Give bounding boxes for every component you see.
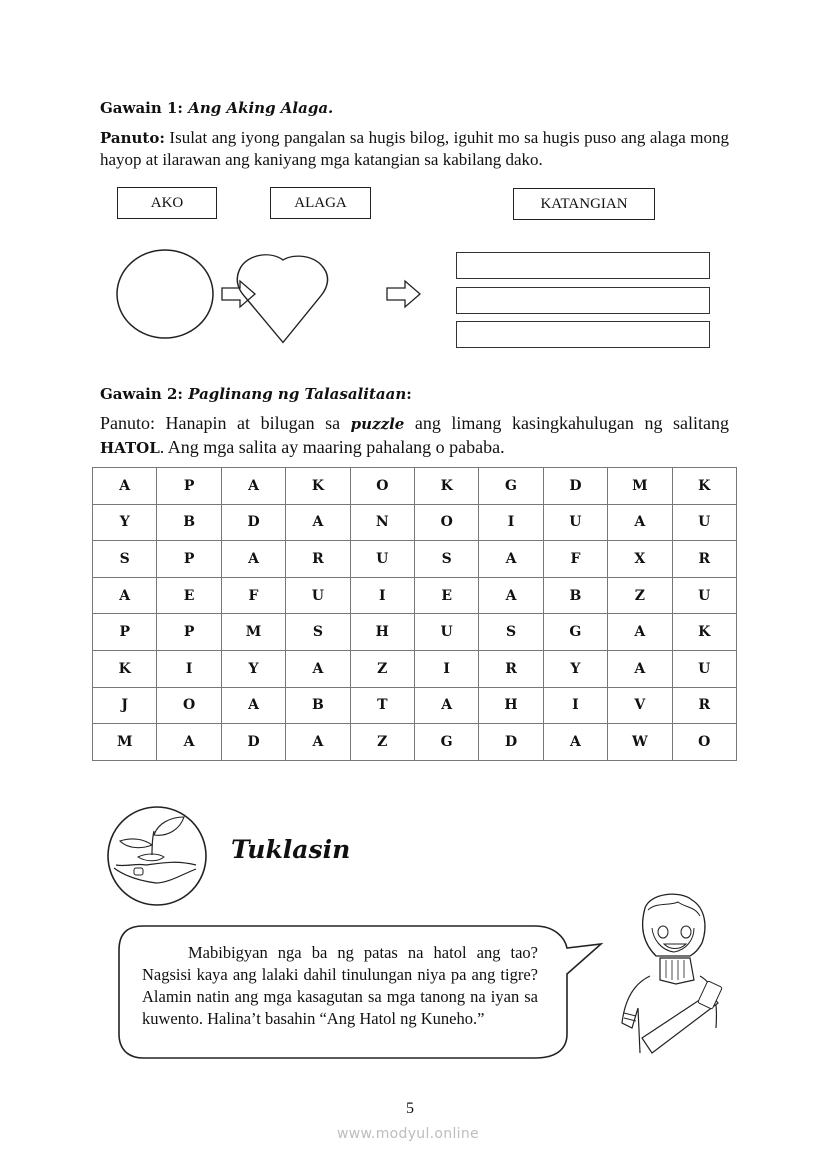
puzzle-cell[interactable]: U xyxy=(414,614,478,651)
arrow-right-icon xyxy=(387,281,420,307)
puzzle-cell[interactable]: Z xyxy=(350,724,414,761)
puzzle-cell[interactable]: M xyxy=(608,468,672,505)
gawain1-heading xyxy=(100,99,333,117)
puzzle-cell[interactable]: X xyxy=(608,541,672,578)
puzzle-cell[interactable]: R xyxy=(286,541,350,578)
puzzle-cell[interactable]: S xyxy=(93,541,157,578)
boy-character-illustration xyxy=(590,888,740,1058)
puzzle-cell[interactable]: U xyxy=(286,577,350,614)
puzzle-cell[interactable]: U xyxy=(672,577,736,614)
gawain2-heading-prefix: Gawain 2: xyxy=(100,385,189,403)
puzzle-cell[interactable]: F xyxy=(543,541,607,578)
puzzle-row xyxy=(93,650,737,687)
puzzle-cell[interactable]: A xyxy=(479,577,543,614)
puzzle-cell[interactable]: A xyxy=(608,650,672,687)
label-alaga xyxy=(270,187,371,219)
hand-holding-sprout-icon xyxy=(106,805,208,907)
puzzle-cell[interactable]: A xyxy=(286,504,350,541)
puzzle-cell[interactable]: K xyxy=(672,468,736,505)
puzzle-row xyxy=(93,504,737,541)
watermark: www.modyul.online xyxy=(337,1126,479,1142)
puzzle-cell[interactable]: R xyxy=(672,687,736,724)
puzzle-cell[interactable]: Y xyxy=(543,650,607,687)
puzzle-cell[interactable]: R xyxy=(479,650,543,687)
puzzle-cell[interactable]: V xyxy=(608,687,672,724)
puzzle-cell[interactable]: D xyxy=(221,724,285,761)
tuklasin-title: Tuklasin xyxy=(231,835,351,864)
puzzle-cell[interactable]: Z xyxy=(350,650,414,687)
puzzle-cell[interactable]: A xyxy=(93,577,157,614)
puzzle-cell[interactable]: G xyxy=(414,724,478,761)
puzzle-cell[interactable]: M xyxy=(93,724,157,761)
gawain2-heading-title: Paglinang ng Talasalitaan xyxy=(188,385,407,403)
puzzle-cell[interactable]: U xyxy=(350,541,414,578)
puzzle-cell[interactable]: A xyxy=(479,541,543,578)
label-ako xyxy=(117,187,217,219)
puzzle-cell[interactable]: Z xyxy=(608,577,672,614)
puzzle-cell[interactable]: Y xyxy=(93,504,157,541)
label-alaga-text: ALAGA xyxy=(294,194,347,211)
puzzle-cell[interactable]: I xyxy=(350,577,414,614)
puzzle-cell[interactable]: A xyxy=(286,724,350,761)
puzzle-cell[interactable]: W xyxy=(608,724,672,761)
puzzle-cell[interactable]: A xyxy=(286,650,350,687)
gawain1-heading-title: Ang Aking Alaga. xyxy=(188,99,334,117)
instruction-text: Isulat ang iyong pangalan sa hugis bilog, iguhit mo sa hugis puso ang alaga mong hayop at ilarawan ang kaniyang mga katangian sa kabilang dako. xyxy=(100,128,729,169)
puzzle-row xyxy=(93,614,737,651)
puzzle-cell[interactable]: O xyxy=(672,724,736,761)
puzzle-cell[interactable]: A xyxy=(221,687,285,724)
puzzle-cell[interactable]: M xyxy=(221,614,285,651)
puzzle-cell[interactable]: P xyxy=(157,614,221,651)
puzzle-cell[interactable]: D xyxy=(479,724,543,761)
puzzle-row xyxy=(93,541,737,578)
label-ako-text: AKO xyxy=(150,194,184,211)
instruction-label: Panuto: xyxy=(100,129,165,147)
puzzle-cell[interactable]: S xyxy=(286,614,350,651)
puzzle-cell[interactable]: N xyxy=(350,504,414,541)
puzzle-cell[interactable]: F xyxy=(221,577,285,614)
puzzle-cell[interactable]: E xyxy=(414,577,478,614)
puzzle-cell[interactable]: O xyxy=(157,687,221,724)
puzzle-cell[interactable]: P xyxy=(157,541,221,578)
heart-shape xyxy=(237,255,327,343)
instruction-part2: ang limang kasingkahulugan ng salitang xyxy=(404,413,729,433)
puzzle-cell[interactable]: K xyxy=(672,614,736,651)
puzzle-row xyxy=(93,468,737,505)
puzzle-cell[interactable]: A xyxy=(221,541,285,578)
puzzle-cell[interactable]: T xyxy=(350,687,414,724)
page-number: 5 xyxy=(406,1100,414,1117)
label-katangian xyxy=(513,188,655,220)
instruction-emph: puzzle xyxy=(350,415,405,433)
puzzle-row xyxy=(93,724,737,761)
puzzle-cell[interactable]: E xyxy=(157,577,221,614)
puzzle-cell[interactable]: I xyxy=(543,687,607,724)
instruction-part3: . Ang mga salita ay maaring pahalang o pababa. xyxy=(159,437,505,457)
puzzle-cell[interactable]: S xyxy=(414,541,478,578)
puzzle-cell[interactable]: K xyxy=(286,468,350,505)
puzzle-cell[interactable]: A xyxy=(93,468,157,505)
puzzle-cell[interactable]: A xyxy=(608,504,672,541)
puzzle-cell[interactable]: U xyxy=(543,504,607,541)
instruction-part1: Panuto: Hanapin at bilugan sa xyxy=(100,413,351,433)
puzzle-cell[interactable]: I xyxy=(157,650,221,687)
puzzle-cell[interactable]: U xyxy=(672,504,736,541)
puzzle-cell[interactable]: A xyxy=(543,724,607,761)
puzzle-cell[interactable]: P xyxy=(93,614,157,651)
puzzle-cell[interactable]: A xyxy=(157,724,221,761)
circle-shape xyxy=(117,250,213,338)
puzzle-cell[interactable]: R xyxy=(672,541,736,578)
puzzle-cell[interactable]: B xyxy=(157,504,221,541)
instruction-bold: HATOL xyxy=(100,439,160,457)
katangian-line-3[interactable] xyxy=(456,321,710,348)
puzzle-row xyxy=(93,687,737,724)
puzzle-cell[interactable]: H xyxy=(350,614,414,651)
puzzle-cell[interactable]: D xyxy=(221,504,285,541)
word-search-puzzle xyxy=(92,467,737,761)
puzzle-cell[interactable]: A xyxy=(608,614,672,651)
bubble-text: Mabibigyan nga ba ng patas na hatol ang tao? Nagsisi kaya ang lalaki dahil tinulungan niya pa ang tigre? Alamin natin ang mga kasagutan sa mga tanong na iyan sa kuwento. Halina’t basahin “Ang Hatol ng Kuneho.” xyxy=(142,943,538,1028)
puzzle-cell[interactable]: J xyxy=(93,687,157,724)
puzzle-cell[interactable]: K xyxy=(414,468,478,505)
puzzle-cell[interactable]: G xyxy=(479,468,543,505)
puzzle-cell[interactable]: K xyxy=(93,650,157,687)
puzzle-cell[interactable]: H xyxy=(479,687,543,724)
gawain2-instruction xyxy=(100,412,729,460)
puzzle-row xyxy=(93,577,737,614)
puzzle-cell[interactable]: Y xyxy=(221,650,285,687)
puzzle-cell[interactable]: O xyxy=(414,504,478,541)
puzzle-cell[interactable]: B xyxy=(286,687,350,724)
gawain1-heading-prefix: Gawain 1: xyxy=(100,99,189,117)
puzzle-cell[interactable]: I xyxy=(479,504,543,541)
gawain2-heading xyxy=(100,385,412,403)
puzzle-cell[interactable]: I xyxy=(414,650,478,687)
katangian-line-2[interactable] xyxy=(456,287,710,314)
puzzle-cell[interactable]: G xyxy=(543,614,607,651)
puzzle-cell[interactable]: P xyxy=(157,468,221,505)
puzzle-cell[interactable]: U xyxy=(672,650,736,687)
label-katangian-text: KATANGIAN xyxy=(540,195,628,212)
puzzle-cell[interactable]: B xyxy=(543,577,607,614)
puzzle-cell[interactable]: O xyxy=(350,468,414,505)
puzzle-cell[interactable]: S xyxy=(479,614,543,651)
gawain1-instruction xyxy=(100,127,729,171)
gawain2-heading-suffix: : xyxy=(406,385,412,403)
puzzle-cell[interactable]: D xyxy=(543,468,607,505)
puzzle-cell[interactable]: A xyxy=(414,687,478,724)
puzzle-cell[interactable]: A xyxy=(221,468,285,505)
katangian-line-1[interactable] xyxy=(456,252,710,279)
